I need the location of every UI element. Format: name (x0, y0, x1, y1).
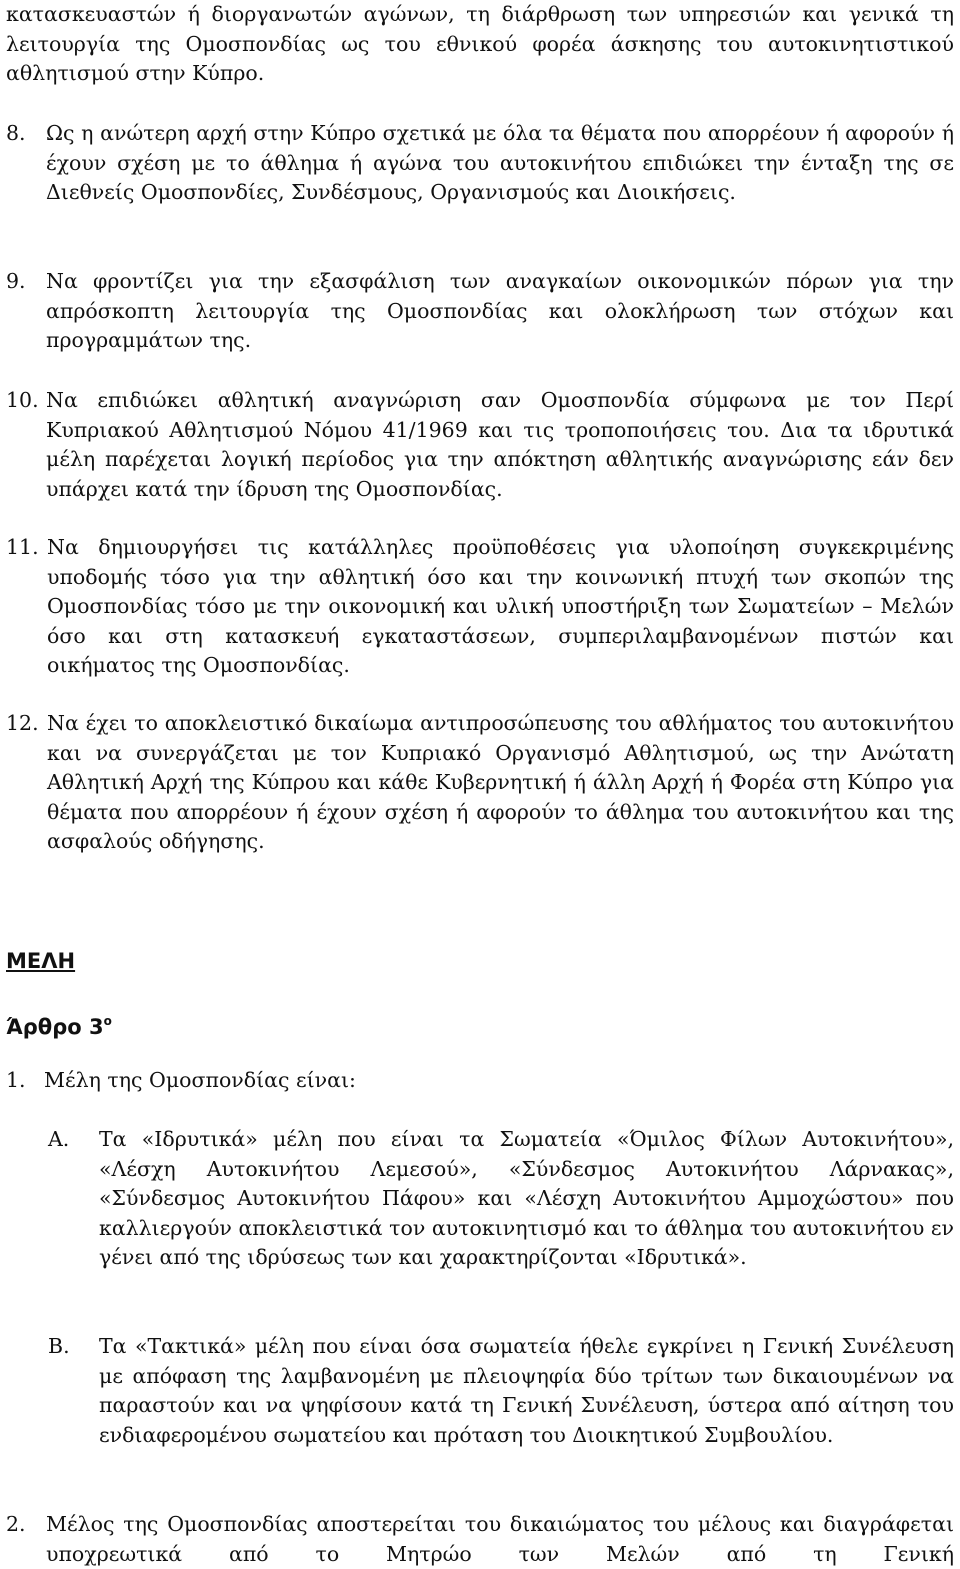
sub-item-text: Τα «Ιδρυτικά» μέλη που είναι τα Σωματεία «Όμιλος Φίλων Αυτοκινήτου», «Λέσχη Αυτοκινήτου Λεμεσού», «Σύνδεσμος Αυτοκινήτου Λάρνακας», «Σύνδεσμος Αυτοκινήτου Πάφου» και «Λέσχη Αυτοκινήτου Αμμοχώστου» που καλλιεργούν αποκλειστικά τον αυτοκινητισμό και το άθλημα του αυτοκινήτου εν γένει από της ιδρύσεως των και χαρακτηρίζονται «Ιδρυτικά». (99, 1127, 954, 1270)
sub-item-a (48, 1125, 954, 1273)
list-item-12 (6, 709, 954, 857)
item-text: Ως η ανώτερη αρχή στην Κύπρο σχετικά με όλα τα θέματα που απορρέουν ή αφορούν ή έχουν σχέση με το άθλημα ή αγώνα του αυτοκινήτου επιδιώκει την ένταξη της σε Διεθνείς Ομοσπονδίες, Συνδέσμους, Οργανισμούς και Διοικήσεις. (46, 121, 954, 205)
item-text: Να επιδιώκει αθλητική αναγνώριση σαν Ομοσπονδία σύμφωνα με τον Περί Κυπριακού Αθλητισμού Νόμου 41/1969 και τις τροποποιήσεις του. Δια τα ιδρυτικά μέλη παρέχεται λογική περίοδος για την απόκτηση αθλητικής αναγνώρισης εάν δεν υπάρχει κατά την ίδρυση της Ομοσπονδίας. (46, 388, 954, 501)
item-text: Να έχει το αποκλειστικό δικαίωμα αντιπροσώπευσης του αθλήματος του αυτοκινήτου και να συνεργάζεται με τον Κυπριακό Οργανισμό Αθλητισμού, ως την Ανώτατη Αθλητική Αρχή της Κύπρου και κάθε Κυβερνητική ή άλλη Αρχή ή Φορέα στη Κύπρο για θέματα που απορρέουν ή έχουν σχέση ή αφορούν το άθλημα του αυτοκινήτου και της ασφαλούς οδήγησης. (47, 711, 954, 854)
list-item-10 (6, 386, 954, 504)
section-title: ΜΕΛΗ (6, 949, 76, 973)
item-number: 9. (6, 269, 26, 293)
item-number: 2. (6, 1512, 26, 1536)
article-heading (6, 1006, 112, 1042)
item-text: Να δημιουργήσει τις κατάλληλες προϋποθέσεις για υλοποίηση συγκεκριμένης υποδομής τόσο για την αθλητική όσο και την κοινωνική πτυχή των σκοπών της Ομοσπονδίας τόσο με την οικονομική και υλική υποστήριξη των Σωματείων – Μελών όσο και στη κατασκευή εγκαταστάσεων, συμπεριλαμβανομένων πιστών και οικήματος της Ομοσπονδίας. (47, 535, 954, 678)
members-list-item (6, 1066, 954, 1096)
article-ordinal: ο (103, 1014, 112, 1028)
sub-item-text: Τα «Τακτικά» μέλη που είναι όσα σωματεία ήθελε εγκρίνει η Γενική Συνέλευση με απόφαση της λαμβανομένη με πλειοψηφία δύο τρίτων των δικαιουμένων να παραστούν και να ψηφίσουν κατά τη Γενική Συνέλευση, ύστερα από αίτηση του ενδιαφερομένου σωματείου και πρόταση του Διοικητικού Συμβουλίου. (99, 1334, 954, 1447)
item-number: 1. (6, 1068, 26, 1092)
sub-item-letter: Β. (48, 1334, 70, 1358)
list-item-11 (6, 533, 954, 681)
item-text: Μέλη της Ομοσπονδίας είναι: (44, 1068, 356, 1092)
intro-paragraph: κατασκευαστών ή διοργανωτών αγώνων, τη διάρθρωση των υπηρεσιών και γενικά τη λειτουργία της Ομοσπονδίας ως του εθνικού φορέα άσκησης του αυτοκινητιστικού αθλητισμού στην Κύπρο. (6, 2, 954, 86)
item-number: 10. (6, 388, 39, 412)
article-label: Άρθρο 3 (6, 1015, 104, 1039)
item-text: Να φροντίζει για την εξασφάλιση των αναγκαίων οικονομικών πόρων για την απρόσκοπτη λειτουργία της Ομοσπονδίας και ολοκλήρωση των στόχων και προγραμμάτων της. (46, 269, 954, 353)
sub-item-b (48, 1332, 954, 1450)
item-number: 12. (6, 711, 39, 735)
list-item-8 (6, 119, 954, 208)
sub-item-letter: Α. (48, 1127, 70, 1151)
item-number: 11. (6, 535, 39, 559)
list-item-2 (6, 1510, 954, 1569)
item-text: Μέλος της Ομοσπονδίας αποστερείται του δικαιώματος του μέλους και διαγράφεται υποχρεωτικά από το Μητρώο των Μελών από τη Γενική (46, 1512, 954, 1566)
item-number: 8. (6, 121, 26, 145)
list-item-9 (6, 267, 954, 356)
